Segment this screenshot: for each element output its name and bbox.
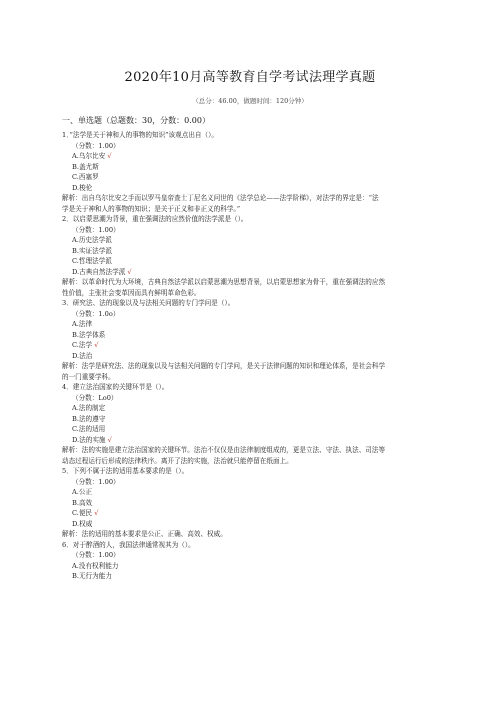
question-block	[62, 466, 438, 540]
question-stem: 4．建立法治国家的关键环节是（）。	[62, 383, 169, 391]
answer-option: D.梭伦	[72, 183, 93, 192]
question-score: （分数：1.00）	[72, 141, 120, 150]
question-stem: 1．”法学是关于神和人的事物的知识”该观点出自（）。	[62, 131, 218, 139]
answer-option: C.西塞罗	[72, 173, 99, 181]
explanation-line: 性价值，主张社会变革因而具有鲜明革命色彩。	[62, 288, 201, 297]
answer-option: A.乌尔比安 √	[72, 152, 112, 160]
answer-option: A.法的制定	[72, 404, 106, 412]
question-stem: 5．下列不属于法的适用基本要求的是（）。	[62, 467, 189, 475]
correct-mark-icon: √	[107, 152, 112, 160]
question-stem: 6．对于醉酒的人，我国法律通常视其为（）。	[62, 540, 195, 549]
explanation-line: 学是关于神和人的事物的知识；是关于正义和非正义的科学。”	[62, 204, 241, 213]
explanation-line: 的一门重要学科。	[62, 372, 115, 381]
question-score: （分数：1.0o）	[72, 309, 120, 318]
answer-option: D.权威	[72, 519, 93, 528]
question-stem: 3．研究法、法的现象以及与法相关问题的专门学问是（）。	[62, 299, 235, 307]
answer-option: B.实证法学派	[72, 246, 112, 255]
answer-option: A.没有权利能力	[72, 561, 119, 570]
correct-mark-icon: √	[94, 341, 99, 349]
question-block	[62, 298, 438, 382]
answer-option: D.法的实施 √	[72, 435, 112, 444]
answer-option: D.古典自然法学派 √	[72, 267, 132, 276]
answer-option: A.公正	[72, 488, 93, 496]
question-stem: 2．以启蒙思潮为背景，重在强调法的应然价值的法学派是（）。	[62, 215, 248, 223]
question-score: （分数：Lo0）	[72, 393, 118, 402]
correct-mark-icon: √	[127, 267, 132, 276]
answer-option: B.法的遵守	[72, 414, 106, 423]
explanation-line: 动态过程运行后形成的法律秩序。离开了法的实施，法治就只能停留在纸面上。	[62, 456, 293, 465]
question-score: （分数：1.00）	[72, 551, 120, 559]
answer-option: A.历史法学派	[72, 236, 112, 244]
correct-mark-icon: √	[94, 509, 99, 517]
question-block	[62, 130, 438, 214]
explanation-line: 解析：法的适用的基本要求是公正、正确、高效、权威。	[62, 530, 227, 538]
explanation-line: 解析：法的实施是建立法治国家的关键环节。法治不仅仅是由法律制度组成的，更是立法、守法、执法、司法等	[62, 446, 386, 454]
page-title: 2020年10月高等教育自学考试法理学真题	[124, 70, 376, 85]
answer-option: B.高效	[72, 498, 93, 507]
answer-option: A.法律	[72, 320, 93, 328]
answer-option: C.法的适用	[72, 425, 106, 433]
answer-option: B.盖尤斯	[72, 162, 99, 171]
explanation-line: 解析：以革命时代为大环境，古典自然法学派以启蒙思潮为思想背景，以启蒙思想家为骨干，重在强调法的应然	[62, 278, 386, 286]
answer-option: B.无行为能力	[72, 572, 112, 580]
question-block	[62, 540, 438, 582]
question-score: （分数：1.00）	[72, 477, 120, 486]
question-block	[62, 214, 438, 298]
explanation-line: 解析：出自乌尔比安之手而以罗马皇帝查士丁尼名义问世的《法学总论——法学阶梯》，对法学的界定是：“法	[62, 194, 379, 202]
correct-mark-icon: √	[107, 435, 112, 444]
section-heading: 一、单选题（总题数：30，分数：0.00）	[62, 116, 210, 125]
explanation-line: 解析：法学是研究法、法的现象以及与法相关问题的专门学问，是关于法律问题的知识和理论体系，是社会科学	[62, 362, 386, 370]
answer-option: C.法学 √	[72, 341, 99, 349]
answer-option: B.法学体系	[72, 330, 106, 339]
question-block	[62, 382, 438, 466]
question-list	[62, 130, 438, 582]
answer-option: D.法治	[72, 351, 93, 360]
answer-option: C.哲理法学派	[72, 257, 112, 265]
answer-option: C.便民 √	[72, 509, 99, 517]
exam-meta: （总分：46.00，做题时间：120分钟）	[192, 97, 308, 105]
question-score: （分数：1.00）	[72, 225, 120, 234]
